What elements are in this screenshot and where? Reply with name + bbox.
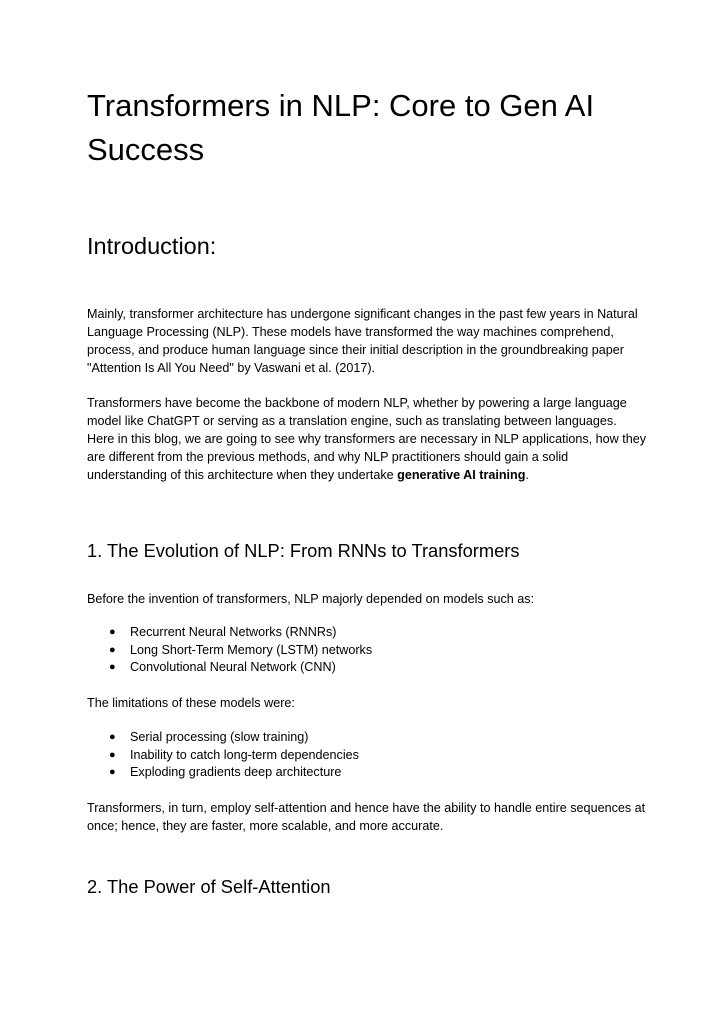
list-item [109, 624, 372, 642]
bullet-icon: ● [109, 661, 116, 674]
section-1-paragraph-3: Transformers, in turn, employ self-attention and hence have the ability to handle entire sequences at once; hence, they are faster, more scalable, and more accurate. [87, 801, 646, 833]
list-item [109, 747, 359, 765]
section-1-paragraph-2: The limitations of these models were: [87, 696, 295, 710]
list-item-text: Convolutional Neural Network (CNN) [130, 660, 336, 675]
list-item-text: Long Short-Term Memory (LSTM) networks [130, 642, 373, 657]
list-item-text: Exploding gradients deep architecture [130, 765, 342, 780]
intro-paragraph-2 [87, 394, 647, 484]
bullet-icon: ● [109, 731, 116, 743]
section-1-heading: 1. The Evolution of NLP: From RNNs to Transformers [87, 540, 520, 561]
bullet-icon: ● [109, 748, 116, 761]
section-1-paragraph-1: Before the invention of transformers, NLP majorly depended on models such as: [87, 592, 535, 606]
bullet-icon: ● [109, 766, 116, 779]
bullet-icon: ● [109, 643, 116, 656]
list-item-text: Inability to catch long-term dependencies [130, 747, 359, 762]
limitations-list [109, 729, 359, 782]
section-2-heading: 2. The Power of Self-Attention [87, 876, 331, 897]
intro-paragraph-2-end: . [525, 468, 529, 482]
list-item [109, 642, 372, 660]
bullet-icon: ● [109, 626, 116, 638]
list-item-text: Recurrent Neural Networks (RNNRs) [130, 625, 337, 639]
generative-ai-training-bold: generative AI training [397, 468, 526, 482]
list-item [109, 764, 359, 782]
introduction-heading: Introduction: [87, 233, 217, 259]
intro-paragraph-1: Mainly, transformer architecture has undergone significant changes in the past few years in Natural Language Processing (NLP). These models have transformed the way machines comprehend, process, and produce human language since their initial description in the groundbreaking paper "Attention Is All You Need" by Vaswani et al. (2017). [87, 307, 638, 375]
document-title: Transformers in NLP: Core to Gen AI Success [87, 88, 595, 167]
list-item [109, 659, 372, 677]
list-item-text: Serial processing (slow training) [130, 730, 309, 744]
intro-paragraph-2-text: Transformers have become the backbone of modern NLP, whether by powering a large language model like ChatGPT or serving as a translation engine, such as translating between languages. Here in this blog, we are going to see why transformers are necessary in NLP applications, how they are different from the previous methods, and why NLP practitioners should gain a solid understanding of this architecture when they undertake [87, 396, 647, 482]
models-list [109, 624, 372, 677]
list-item [109, 729, 359, 747]
